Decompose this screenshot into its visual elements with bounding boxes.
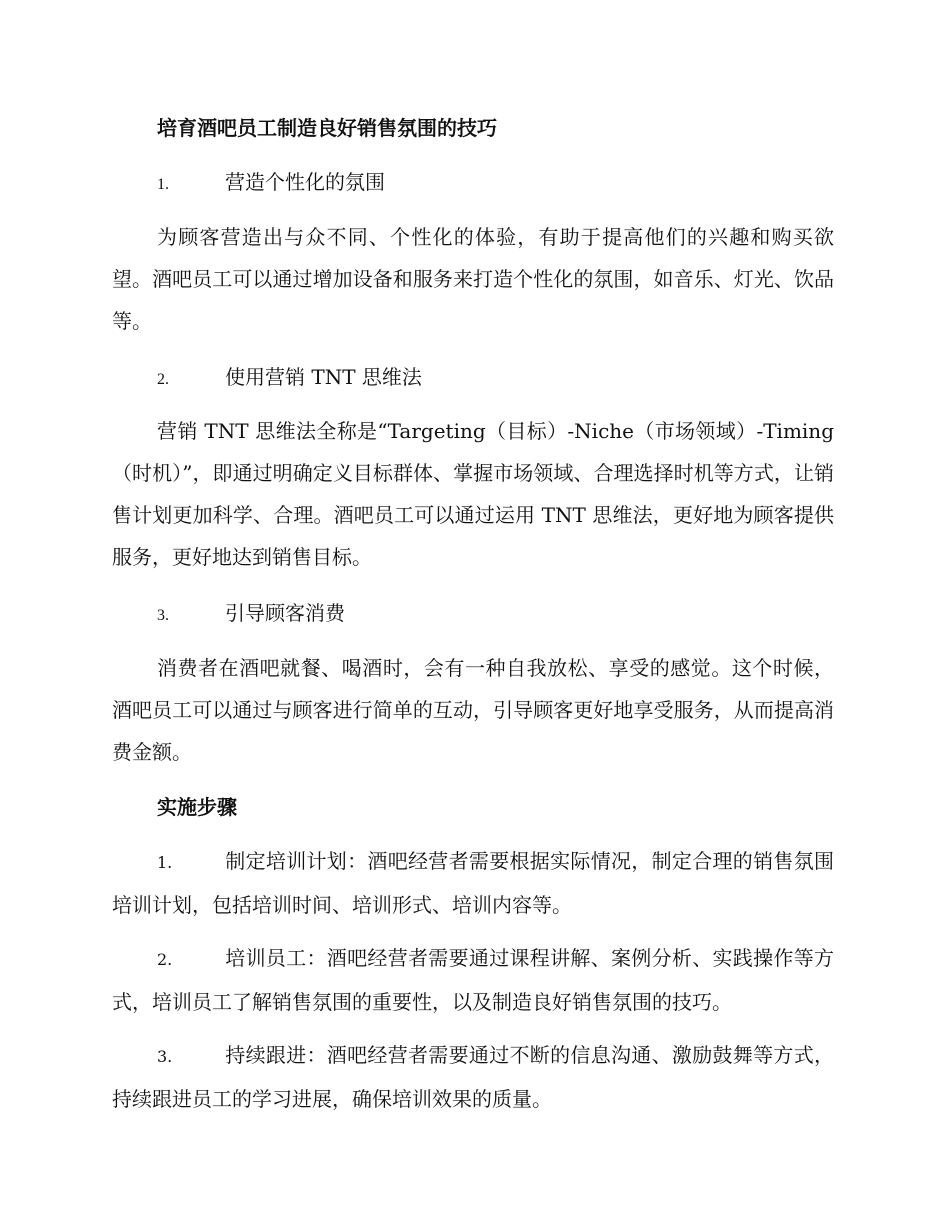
tip-body: 为顾客营造出与众不同、个性化的体验，有助于提高他们的兴趣和购买欲望。酒吧员工可以通过增加设备和服务来打造个性化的氛围，如音乐、灯光、饮品等。 <box>112 225 834 333</box>
tip-title: 引导顾客消费 <box>225 601 345 625</box>
tip-heading <box>157 170 385 197</box>
tip-body: 消费者在酒吧就餐、喝酒时，会有一种自我放松、享受的感觉。这个时候，酒吧员工可以通过与顾客进行简单的互动，引导顾客更好地享受服务，从而提高消费金额。 <box>112 656 834 764</box>
step-item <box>112 1034 834 1120</box>
tip-body: 营销 TNT 思维法全称是“Targeting（目标）-Niche（市场领域）-Timing（时机）”，即通过明确定义目标群体、掌握市场领域、合理选择时机等方式，让销售计划更加科学、合理。酒吧员工可以通过运用 TNT 思维法，更好地为顾客提供服务，更好地达到销售目标。 <box>112 419 834 569</box>
step-item <box>112 937 834 1023</box>
step-text: 培训员工：酒吧经营者需要通过课程讲解、案例分析、实践操作等方式，培训员工了解销售氛围的重要性，以及制造良好销售氛围的技巧。 <box>112 946 834 1014</box>
tip-number: 1. <box>157 176 169 193</box>
tip-heading <box>157 365 422 392</box>
steps-title: 实施步骤 <box>157 795 237 819</box>
step-text: 持续跟进：酒吧经营者需要通过不断的信息沟通、激励鼓舞等方式，持续跟进员工的学习进展，确保培训效果的质量。 <box>112 1043 834 1111</box>
tip-title: 营造个性化的氛围 <box>225 170 385 194</box>
document-title: 培育酒吧员工制造良好销售氛围的技巧 <box>157 116 497 140</box>
step-item <box>112 840 834 926</box>
step-number: 3. <box>157 1047 173 1066</box>
step-number: 2. <box>157 950 173 969</box>
tip-heading <box>157 601 345 628</box>
step-number: 1. <box>157 853 173 872</box>
tip-title: 使用营销 TNT 思维法 <box>225 365 422 389</box>
tip-number: 3. <box>157 607 169 624</box>
step-text: 制定培训计划：酒吧经营者需要根据实际情况，制定合理的销售氛围培训计划，包括培训时间、培训形式、培训内容等。 <box>112 849 834 917</box>
tip-number: 2. <box>157 371 169 388</box>
